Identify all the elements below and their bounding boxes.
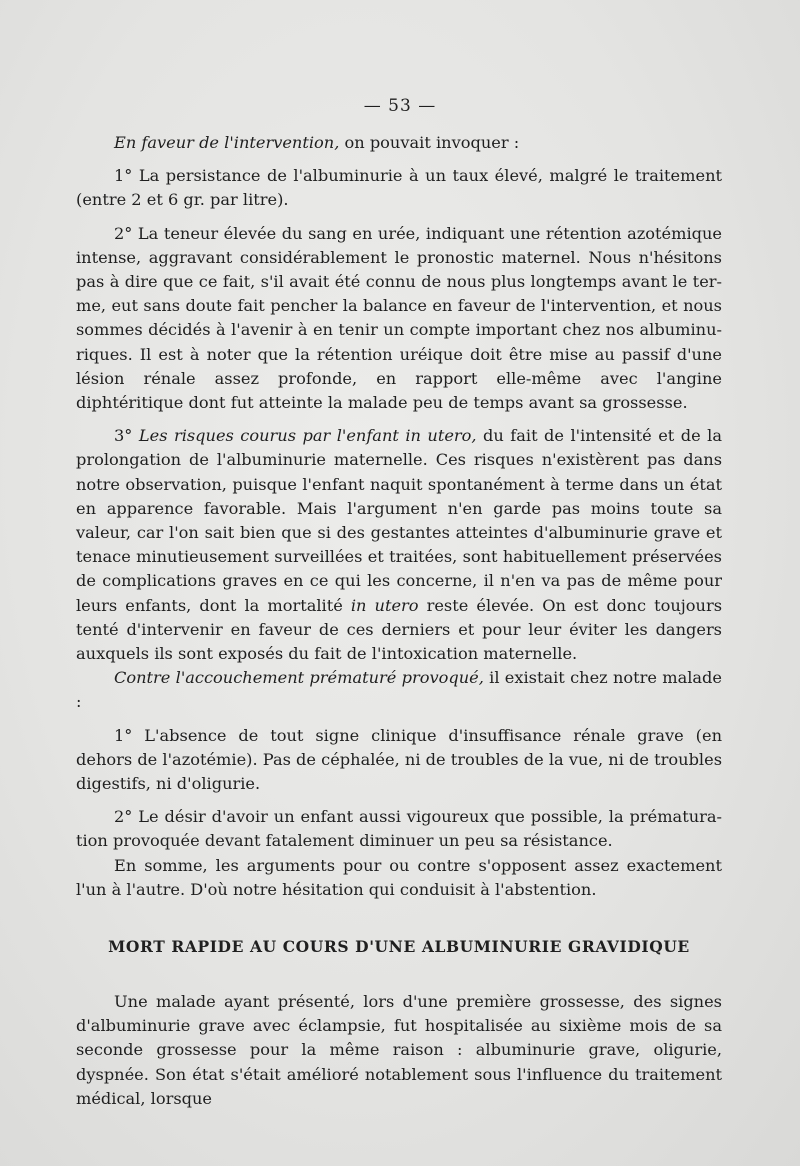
paragraph-point-1: 1° La persistance de l'albuminurie à un taux élevé, malgré le traitement (entre 2 et 6 gr. par litre). xyxy=(76,166,722,210)
italic-phrase: Les risques courus par l'enfant in utero, xyxy=(138,426,477,446)
section-heading: MORT RAPIDE AU COURS D'UNE ALBUMINURIE GRAVIDIQUE xyxy=(108,937,690,956)
italic-phrase: En faveur de l'intervention, xyxy=(114,133,340,152)
paragraph-text: reste élevée. On est donc toujours tenté d'intervenir en faveur de ces derniers et pour leur éviter les dangers auxquels ils sont exposés du fait de l'intoxication maternelle. xyxy=(76,595,723,664)
paragraph-point-3 xyxy=(76,424,722,666)
paragraph-text: 3° xyxy=(114,426,139,446)
paragraph-contre-point-1: 1° L'absence de tout signe clinique d'insuffisance rénale grave (en dehors de l'azotémie). Pas de céphalée, ni de troubles de la vue, ni de troubles digestifs, ni d'oligurie. xyxy=(76,725,722,794)
paragraph-conclusion: En somme, les arguments pour ou contre s'opposent assez exactement l'un à l'autre. D'où notre hésitation qui conduisit à l'abstention. xyxy=(76,855,722,899)
paragraph-text: du fait de l'intensité et de la prolongation de l'albuminurie maternelle. Ces risques n'existèrent pas dans notre observation, puisque l'enfant naquit spontanément à terme dans un état en apparence favorable. Mais l'argument n'en garde pas moins toute sa valeur, car l'on sait bien que si des gestantes atteintes d'albuminurie grave et tenace minutieusement surveillées et traitées, sont habituellement préservées de complications graves en ce qui les concerne, il n'en va pas de même pour leurs enfants, dont la mortalité xyxy=(76,426,722,615)
paragraph-text: il existait chez notre malade : xyxy=(76,668,722,712)
page-number: — 53 — xyxy=(363,96,437,116)
paragraph-case-description: Une malade ayant présenté, lors d'une première grossesse, des signes d'albuminurie grave avec éclampsie, fut hospitalisée au sixième mois de sa seconde grossesse pour la même raison : albuminurie grave, oligurie, dyspnée. Son état s'était amélioré notablement sous l'influence du traitement médical, lorsque xyxy=(76,992,722,1108)
paragraph-contre-point-2: 2° Le désir d'avoir un enfant aussi vigoureux que possible, la prématuration provoquée devant fatalement diminuer un peu sa résistance. xyxy=(76,807,722,851)
paragraph-intervention-heading xyxy=(76,131,722,155)
paragraph-text: on pouvait invoquer : xyxy=(339,133,520,152)
paragraph-contre-heading xyxy=(76,666,722,714)
italic-phrase: Contre l'accouchement prématuré provoqué, xyxy=(114,668,484,688)
italic-phrase: in utero xyxy=(350,595,419,615)
section-body xyxy=(76,990,722,1111)
paragraph-point-2: 2° La teneur élevée du sang en urée, indiquant une rétention azotémique intense, aggravant considérablement le pronostic maternel. Nous n'hésitons pas à dire que ce fait, s'il avait été connu de nous plus longtemps avant le terme, eut sans doute fait pencher la balance en faveur de l'intervention, et nous sommes décidés à l'avenir à en tenir un compte important chez nos albuminuriques. Il est à noter que la rétention uréique doit être mise au passif d'une lésion rénale assez profonde, en rapport elle-même avec l'angine diphtéritique dont fut atteinte la malade peu de temps avant sa grossesse. xyxy=(76,223,722,413)
body-text xyxy=(76,131,722,902)
